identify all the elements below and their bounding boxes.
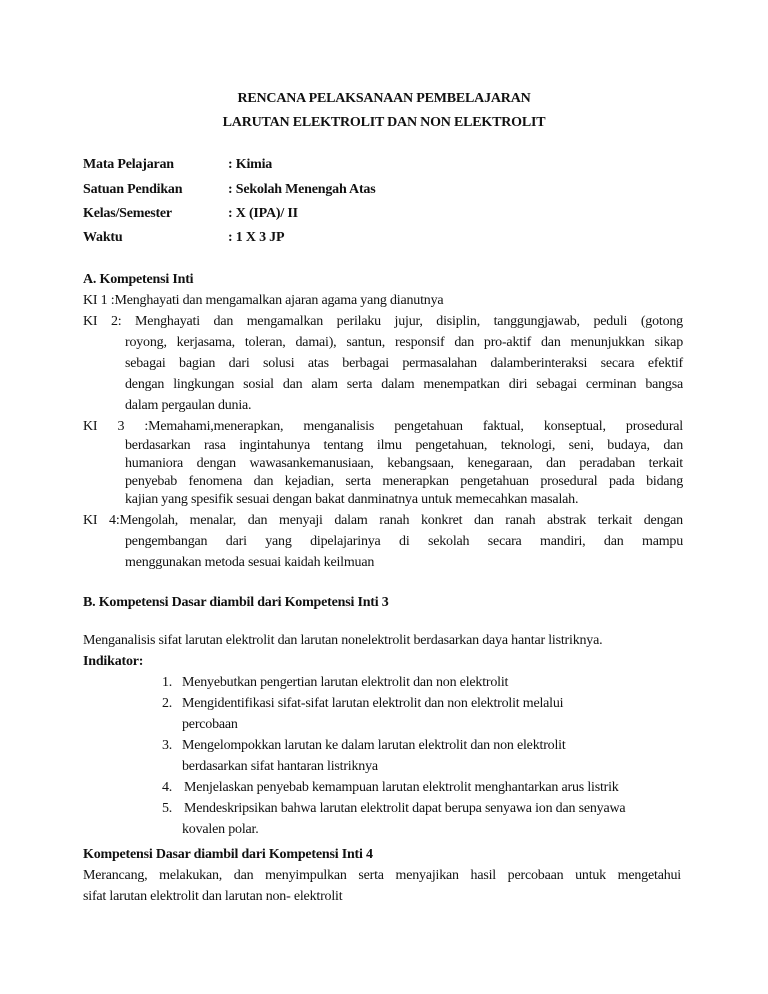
ki3-text: kajian yang spesifik sesuai dengan bakat danminatnya untuk memecahkan masalah.: [125, 492, 579, 507]
indicator-text: Menjelaskan penyebab kemampuan larutan elektrolit menghantarkan arus listrik: [184, 780, 619, 795]
meta-value: : Sekolah Menengah Atas: [228, 182, 376, 197]
ki1-text: KI 1 :Menghayati dan mengamalkan ajaran agama yang dianutnya: [83, 293, 444, 308]
kd4-heading: Kompetensi Dasar diambil dari Kompetensi Inti 4: [83, 847, 373, 862]
indicator-number: 1.: [162, 675, 173, 690]
meta-label: Kelas/Semester: [83, 206, 172, 221]
indicator-text: Mengelompokkan larutan ke dalam larutan elektrolit dan non elektrolit: [182, 738, 566, 753]
indicator-text: percobaan: [182, 717, 238, 732]
meta-value: : X (IPA)/ II: [228, 206, 298, 221]
section-a-heading: A. Kompetensi Inti: [83, 272, 194, 287]
ki2-text: royong, kerjasama, toleran, damai), santun, responsif dan pro-aktif dan menunjukkan sikap: [125, 335, 683, 350]
indicator-number: 4.: [162, 780, 173, 795]
ki3-text: KI 3 :Memahami,menerapkan, menganalisis pengetahuan faktual, konseptual, prosedural: [83, 419, 683, 434]
ki2-text: sebagai bagian dari solusi atas berbagai permasalahan dalamberinteraksi secara efektif: [125, 356, 683, 371]
kd4-text: sifat larutan elektrolit dan larutan non- elektrolit: [83, 889, 343, 904]
indicator-number: 3.: [162, 738, 173, 753]
indicator-text: kovalen polar.: [182, 822, 259, 837]
indicator-label: Indikator:: [83, 654, 144, 669]
meta-label: Satuan Pendikan: [83, 182, 183, 197]
meta-value: : 1 X 3 JP: [228, 230, 285, 245]
meta-label: Mata Pelajaran: [83, 157, 174, 172]
indicator-text: Mengidentifikasi sifat-sifat larutan elektrolit dan non elektrolit melalui: [182, 696, 564, 711]
title-line-2: LARUTAN ELEKTROLIT DAN NON ELEKTROLIT: [222, 115, 546, 130]
indicator-number: 2.: [162, 696, 173, 711]
indicator-text: berdasarkan sifat hantaran listriknya: [182, 759, 378, 774]
indicator-text: Mendeskripsikan bahwa larutan elektrolit dapat berupa senyawa ion dan senyawa: [184, 801, 626, 816]
section-b-heading: B. Kompetensi Dasar diambil dari Kompetensi Inti 3: [83, 595, 389, 610]
title-line-1: RENCANA PELAKSANAAN PEMBELAJARAN: [237, 91, 531, 106]
ki3-text: berdasarkan rasa ingintahunya tentang ilmu pengetahuan, teknologi, seni, budaya, dan: [125, 438, 683, 453]
meta-label: Waktu: [83, 230, 123, 245]
ki4-text: menggunakan metoda sesuai kaidah keilmuan: [125, 555, 375, 570]
ki4-text: KI 4:Mengolah, menalar, dan menyaji dalam ranah konkret dan ranah abstrak terkait dengan: [83, 513, 683, 528]
ki2-text: KI 2: Menghayati dan mengamalkan perilaku jujur, disiplin, tanggungjawab, peduli (gotong: [83, 314, 683, 329]
ki3-text: penyebab fenomena dan kejadian, serta menerapkan pengetahuan prosedural pada bidang: [125, 474, 683, 489]
indicator-text: Menyebutkan pengertian larutan elektrolit dan non elektrolit: [182, 675, 509, 690]
kd3-text: Menganalisis sifat larutan elektrolit dan larutan nonelektrolit berdasarkan daya hantar listriknya.: [83, 633, 603, 648]
ki2-text: dalam pergaulan dunia.: [125, 398, 252, 413]
ki4-text: pengembangan dari yang dipelajarinya di sekolah secara mandiri, dan mampu: [125, 534, 683, 549]
kd4-text: Merancang, melakukan, dan menyimpulkan serta menyajikan hasil percobaan untuk mengetahui: [83, 868, 681, 883]
indicator-number: 5.: [162, 801, 173, 816]
ki2-text: dengan lingkungan sosial dan alam serta dalam menempatkan diri sebagai cerminan bangsa: [125, 377, 683, 392]
ki3-text: humaniora dengan wawasankemanusiaan, kebangsaan, kenegaraan, dan peradaban terkait: [125, 456, 683, 471]
meta-value: : Kimia: [228, 157, 273, 172]
